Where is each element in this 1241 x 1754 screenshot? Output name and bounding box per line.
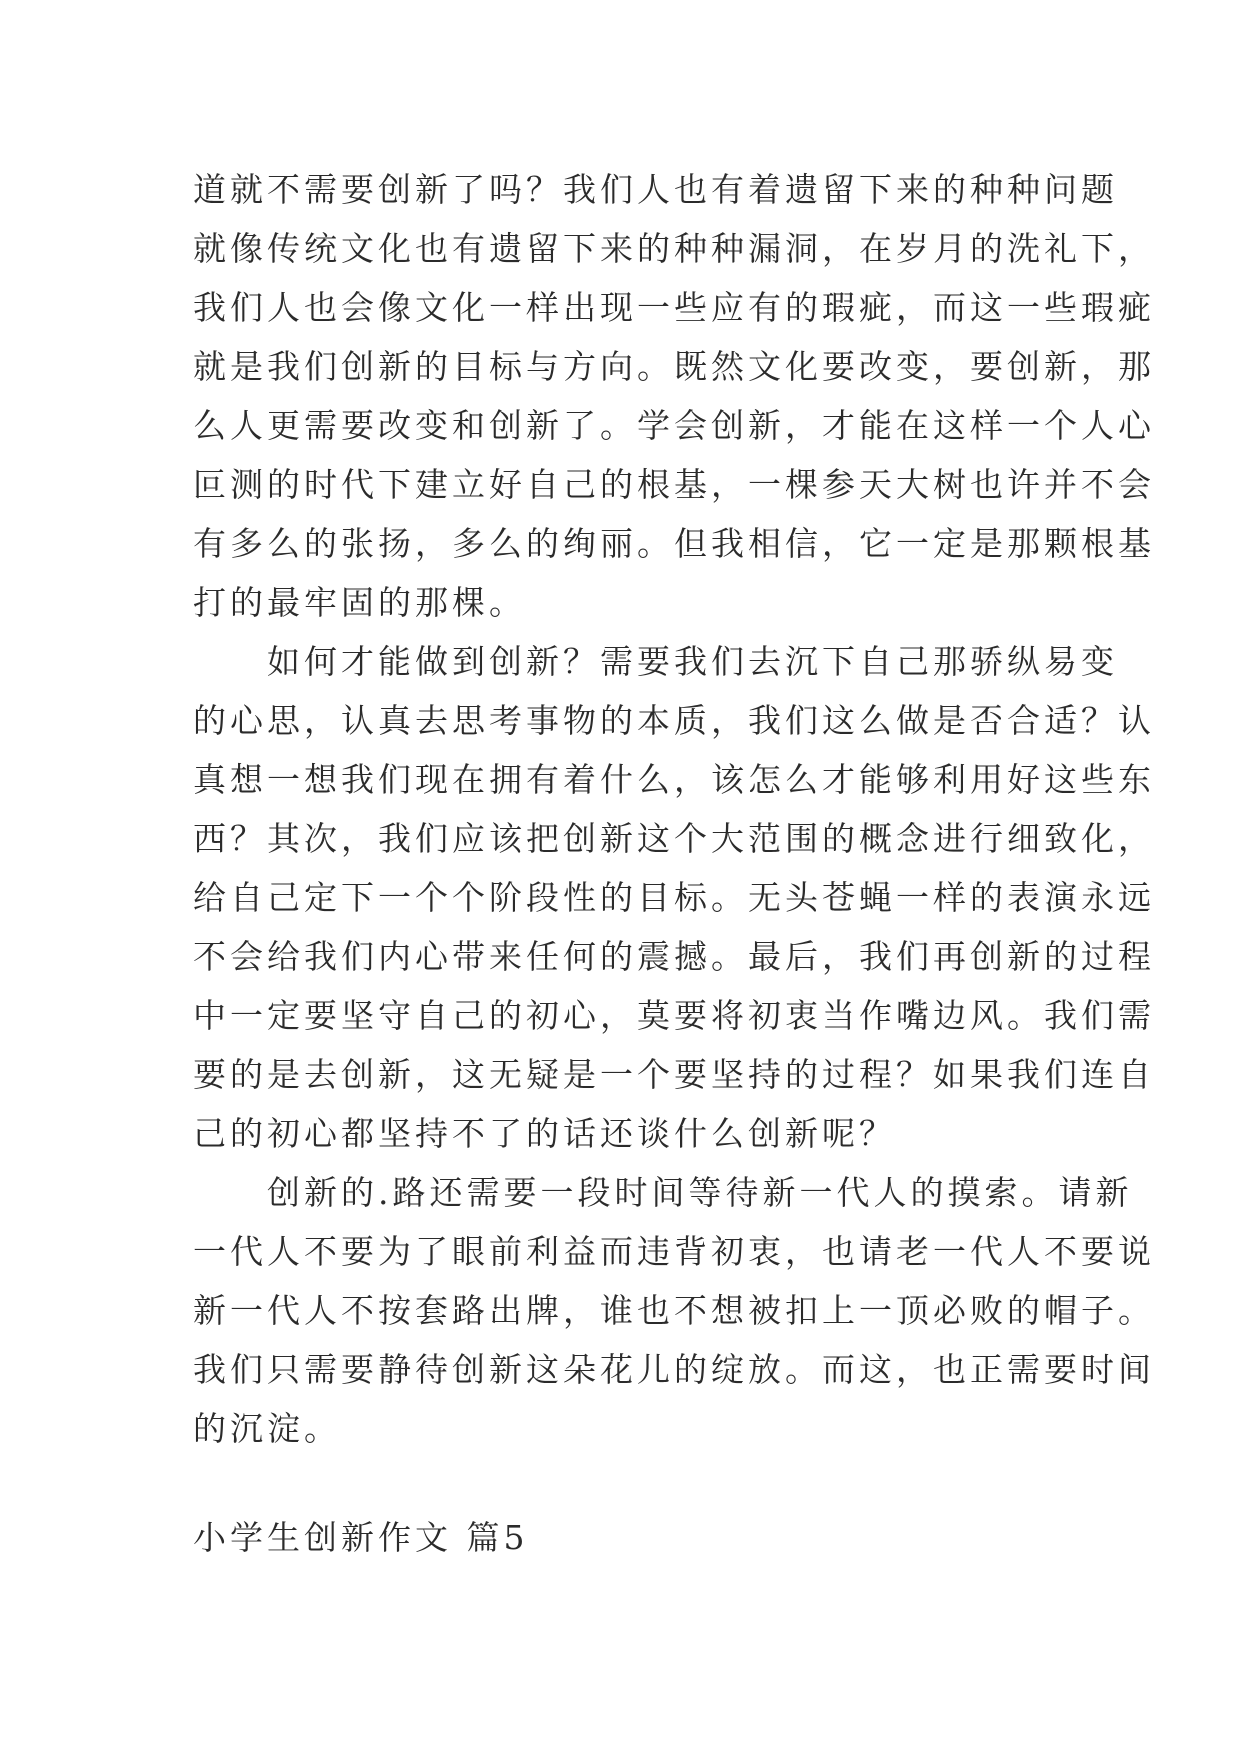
text-line: 如何才能做到创新？需要我们去沉下自己那骄纵易变	[193, 642, 1118, 681]
text-line: 道就不需要创新了吗？我们人也有着遗留下来的种种问题	[193, 170, 1118, 209]
text-line: 我们只需要静待创新这朵花儿的绽放。而这，也正需要时间	[193, 1350, 1155, 1389]
text-line: 的心思，认真去思考事物的本质，我们这么做是否合适？认	[193, 701, 1155, 740]
text-line: 我们人也会像文化一样出现一些应有的瑕疵，而这一些瑕疵	[193, 288, 1155, 327]
document-body	[193, 160, 1155, 1458]
text-line: 不会给我们内心带来任何的震撼。最后，我们再创新的过程	[193, 937, 1155, 976]
text-line: 么人更需要改变和创新了。学会创新，才能在这样一个人心	[193, 406, 1155, 445]
paragraph-2	[193, 632, 1155, 1163]
text-line: 西？其次，我们应该把创新这个大范围的概念进行细致化，	[193, 819, 1155, 858]
text-line: 的沉淀。	[193, 1409, 341, 1448]
text-line: 真想一想我们现在拥有着什么，该怎么才能够利用好这些东	[193, 760, 1155, 799]
text-line: 新一代人不按套路出牌，谁也不想被扣上一顶必败的帽子。	[193, 1291, 1155, 1330]
text-line: 己的初心都坚持不了的话还谈什么创新呢？	[193, 1114, 896, 1153]
text-line: 叵测的时代下建立好自己的根基，一棵参天大树也许并不会	[193, 465, 1155, 504]
text-line: 就像传统文化也有遗留下来的种种漏洞，在岁月的洗礼下，	[193, 229, 1155, 268]
text-line: 打的最牢固的那棵。	[193, 583, 526, 622]
text-line: 中一定要坚守自己的初心，莫要将初衷当作嘴边风。我们需	[193, 996, 1155, 1035]
text-line: 有多么的张扬，多么的绚丽。但我相信，它一定是那颗根基	[193, 524, 1155, 563]
paragraph-3	[193, 1163, 1155, 1458]
paragraph-1	[193, 160, 1155, 632]
section-heading: 小学生创新作文 篇5	[193, 1518, 529, 1557]
text-line: 给自己定下一个个阶段性的目标。无头苍蝇一样的表演永远	[193, 878, 1155, 917]
text-line: 创新的.路还需要一段时间等待新一代人的摸索。请新	[193, 1173, 1133, 1212]
text-line: 要的是去创新，这无疑是一个要坚持的过程？如果我们连自	[193, 1055, 1155, 1094]
text-line: 就是我们创新的目标与方向。既然文化要改变，要创新，那	[193, 347, 1155, 386]
text-line: 一代人不要为了眼前利益而违背初衷，也请老一代人不要说	[193, 1232, 1155, 1271]
